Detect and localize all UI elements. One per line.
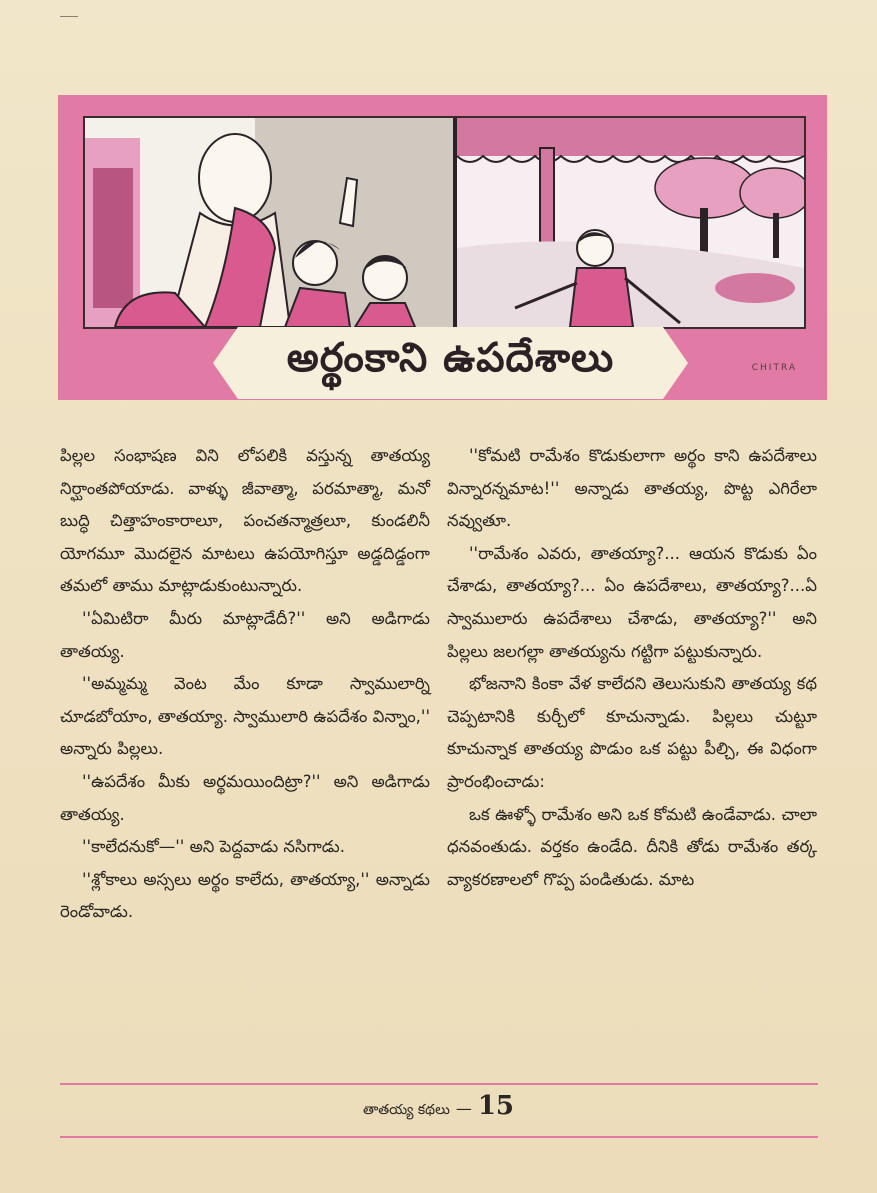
header-illustration — [83, 116, 806, 329]
right-column — [447, 440, 817, 896]
paper-mark — [60, 16, 78, 17]
footer-dash: — — [455, 1099, 472, 1118]
paragraph: ''శ్లోకాలు అస్సలు అర్థం కాలేదు, తాతయ్యా,'' అన్నాడు రెండోవాడు. — [60, 869, 430, 922]
title-plate — [213, 327, 688, 399]
book-title: తాతయ్య కథలు — [362, 1102, 450, 1118]
paragraph: ''రామేశం ఎవరు, తాతయ్యా?... ఆయన కొడుకు ఏం చేశాడు, తాతయ్యా?... ఏం ఉపదేశాలు, తాతయ్యా?...ఏ స్వాములారు ఉపదేశాలు చేశాడు, తాతయ్యా?'' అని పిల్లలు జలగల్లా తాతయ్యను గట్టిగా పట్టుకున్నారు. — [447, 543, 817, 661]
paragraph: ''అమ్మమ్మ వెంట మేం కూడా స్వాములార్ని చూడబోయాం, తాతయ్యా. స్వాములారి ఉపదేశం విన్నాం,'' అన్నారు పిల్లలు. — [60, 674, 430, 759]
header-banner — [58, 95, 827, 400]
page-number: 15 — [477, 1091, 515, 1121]
paragraph: ''కాలేదనుకో—'' అని పెద్దవాడు నసిగాడు. — [82, 837, 345, 857]
paragraph: ''ఉపదేశం మీకు అర్థమయిందిట్రా?'' అని అడిగాడు తాతయ్య. — [60, 771, 430, 824]
footer-rule-bottom — [60, 1136, 818, 1138]
illustration-drawing — [85, 118, 804, 327]
paragraph: ''ఏమిటిరా మీరు మాట్లాడేదీ?'' అని అడిగాడు తాతయ్య. — [60, 608, 430, 661]
paragraph: ఒక ఊళ్ళో రామేశం అని ఒక కోమటి ఉండేవాడు. చాలా ధనవంతుడు. వర్తకం ఉండేది. దీనికి తోడు రామేశం తర్క వ్యాకరణాలలో గొప్ప పండితుడు. మాట — [447, 804, 817, 889]
page-footer — [0, 1091, 877, 1121]
footer-rule-top — [60, 1083, 818, 1085]
left-column — [60, 440, 430, 929]
page-title: అర్థంకాని ఉపదేశాలు — [286, 335, 615, 381]
paragraph: పిల్లల సంభాషణ విని లోపలికి వస్తున్న తాతయ్య నిర్ఘాంతపోయాడు. వాళ్ళు జీవాత్మా, పరమాత్మా, మనో బుద్ధి చిత్తాహంకారాలూ, పంచతన్మాత్రలూ, కుండలినీ యోగమూ మొదలైన మాటలు ఉపయోగిస్తూ అడ్డదిడ్డంగా తమలో తాము మాట్లాడుకుంటున్నారు. — [60, 446, 430, 596]
artist-signature: CHITRA — [751, 363, 797, 373]
paragraph: భోజనాని కింకా వేళ కాలేదని తెలుసుకుని తాతయ్య కథ చెప్పటానికి కుర్చీలో కూచున్నాడు. పిల్లలు చుట్టూ కూచున్నాక తాతయ్య పొడుం ఒక పట్టు పీల్చి, ఈ విధంగా ప్రారంభించాడు: — [447, 674, 817, 791]
paragraph: ''కోమటి రామేశం కొడుకులాగా అర్థం కాని ఉపదేశాలు విన్నారన్నమాట!'' అన్నాడు తాతయ్య, పొట్ట ఎగిరేలా నవ్వుతూ. — [447, 446, 817, 531]
